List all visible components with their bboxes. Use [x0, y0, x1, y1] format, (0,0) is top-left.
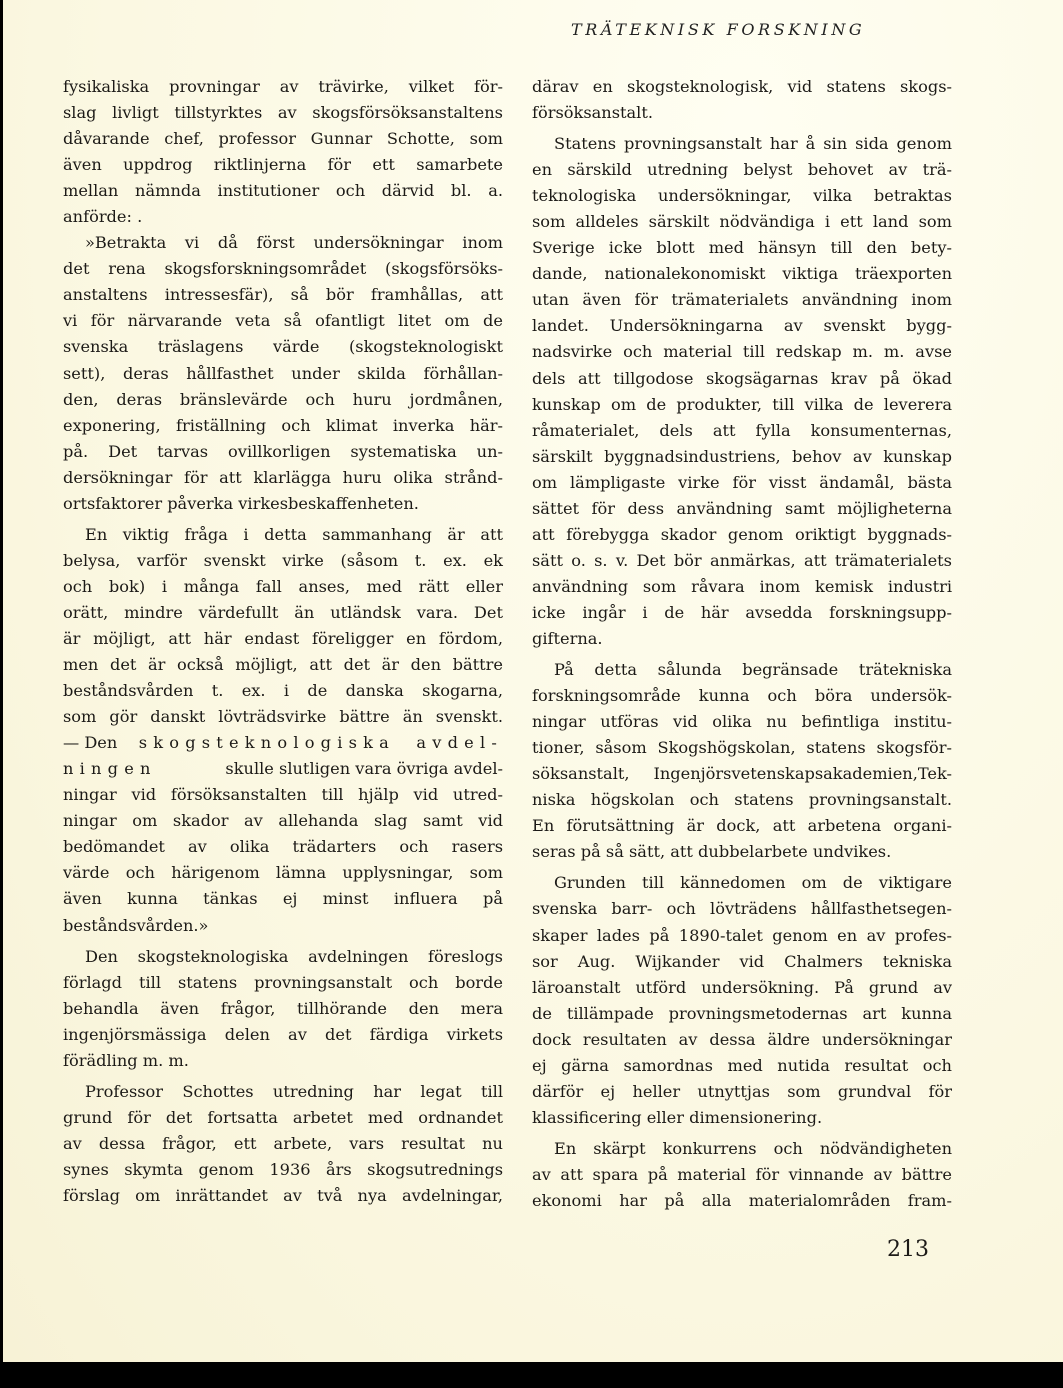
- text-line: men det är också möjligt, att det är den bättre: [63, 655, 503, 675]
- text-line: av att spara på material för vinnande av bättre: [532, 1164, 952, 1184]
- text-line: att förebygga skador genom oriktigt byggnads-: [532, 524, 952, 544]
- text-line: dock resultaten av dessa äldre undersökningar: [532, 1029, 952, 1049]
- text-line: mellan nämnda institutioner och därvid bl. a.: [63, 181, 503, 201]
- spaced-emphasis: avdel-: [416, 733, 503, 753]
- book-page: [3, 0, 1063, 1362]
- text-line: seras på så sätt, att dubbelarbete undvikes.: [532, 842, 892, 862]
- text-fragment: — Den: [63, 733, 118, 753]
- text-line: orätt, mindre värdefullt än utländsk vara. Det: [63, 602, 503, 622]
- text-line: av dessa frågor, ett arbete, vars resultat nu: [63, 1133, 503, 1153]
- text-line: särskilt byggnadsindustriens, behov av kunskap: [532, 446, 952, 466]
- left-column: [63, 74, 503, 1209]
- text-line: läroanstalt utförd undersökning. På grund av: [532, 977, 952, 997]
- text-line: om lämpligaste virke för visst ändamål, bästa: [532, 472, 952, 492]
- text-line: fysikaliska provningar av trävirke, vilket för-: [63, 77, 503, 96]
- text-line: är möjligt, att här endast föreligger en fördom,: [63, 628, 503, 648]
- text-line: försöksanstalt.: [532, 103, 654, 123]
- text-line: [63, 756, 503, 782]
- text-line: förslag om inrättandet av två nya avdelningar,: [63, 1185, 503, 1205]
- running-head: TRÄTEKNISK FORSKNING: [571, 20, 866, 39]
- text-line: svenska barr- och lövträdens hållfasthetsegen-: [532, 899, 952, 919]
- text-line: nadsvirke och material till redskap m. m. avse: [532, 342, 952, 362]
- page-number: 213: [887, 1237, 929, 1262]
- text-line: [63, 730, 503, 756]
- text-line: landet. Undersökningarna av svenskt bygg-: [532, 316, 952, 336]
- text-line: Statens provningsanstalt har å sin sida genom: [554, 134, 952, 154]
- text-line: niska högskolan och statens provningsanstalt.: [532, 790, 952, 810]
- text-line: slag livligt tillstyrktes av skogsförsöksanstaltens: [63, 103, 503, 123]
- text-line: det rena skogsforskningsområdet (skogsförsöks-: [63, 259, 503, 279]
- spaced-emphasis: skogsteknologiska: [138, 733, 395, 753]
- text-line: även uppdrog riktlinjerna för ett samarbete: [63, 155, 503, 175]
- text-line: anstaltens intressesfär), så bör framhållas, att: [63, 285, 503, 305]
- text-line: forskningsområde kunna och böra undersök-: [532, 686, 952, 706]
- text-line: teknologiska undersökningar, vilka betraktas: [532, 186, 952, 206]
- text-line: Grunden till kännedomen om de viktigare: [554, 873, 952, 893]
- text-line: En skärpt konkurrens och nödvändigheten: [554, 1138, 952, 1158]
- text-line: På detta sålunda begränsade trätekniska: [554, 660, 952, 680]
- text-line: behandla även frågor, tillhörande den mera: [63, 998, 503, 1018]
- text-line: sättet för dess användning samt möjligheterna: [532, 498, 952, 518]
- text-line: ningar utföras vid olika nu befintliga institu-: [532, 712, 952, 732]
- text-line: dersökningar för att klarlägga huru olika strånd-: [63, 467, 503, 487]
- text-line: sor Aug. Wijkander vid Chalmers tekniska: [532, 951, 952, 971]
- text-line: därför ej heller utnyttjas som grundval för: [532, 1081, 952, 1101]
- text-line: en särskild utredning belyst behovet av trä-: [532, 160, 952, 180]
- text-line: de tillämpade provningsmetodernas art kunna: [532, 1003, 952, 1023]
- text-line: som alldeles särskilt nödvändiga i ett land som: [532, 212, 952, 232]
- text-line: En viktig fråga i detta sammanhang är att: [85, 524, 503, 544]
- text-line: beståndsvården t. ex. i de danska skogarna,: [63, 681, 503, 701]
- text-line: den, deras bränslevärde och huru jordmånen,: [63, 389, 503, 409]
- text-line: En förutsättning är dock, att arbetena organi-: [532, 816, 952, 836]
- right-column: [532, 74, 952, 1214]
- text-line: ej gärna samordnas med nutida resultat och: [532, 1055, 952, 1075]
- text-line: även kunna tänkas ej minst influera på: [63, 889, 503, 909]
- text-line: som gör danskt lövträdsvirke bättre än svenskt.: [63, 707, 503, 727]
- text-line: synes skymta genom 1936 års skogsutrednings: [63, 1159, 503, 1179]
- text-line: förädling m. m.: [63, 1050, 189, 1070]
- text-line: bedömandet av olika trädarters och rasers: [63, 837, 503, 857]
- text-line: söksanstalt, Ingenjörsvetenskapsakademien,Tek-: [532, 764, 952, 784]
- text-line: ingenjörsmässiga delen av det färdiga virkets: [63, 1024, 503, 1044]
- text-line: »Betrakta vi då först undersökningar inom: [85, 233, 503, 253]
- text-line: dande, nationalekonomiskt viktiga träexporten: [532, 264, 952, 284]
- text-line: förlagd till statens provningsanstalt och borde: [63, 972, 503, 992]
- text-line: svenska träslagens värde (skogsteknologiskt: [63, 337, 503, 357]
- text-line: Professor Schottes utredning har legat till: [85, 1081, 503, 1101]
- text-line: sett), deras hållfasthet under skilda förhållan-: [63, 363, 503, 383]
- text-line: klassificering eller dimensionering.: [532, 1107, 823, 1127]
- text-line: belysa, varför svenskt virke (såsom t. ex. ek: [63, 550, 503, 570]
- text-line: ekonomi har på alla materialområden fram-: [532, 1190, 952, 1210]
- text-line: beståndsvården.»: [63, 915, 209, 935]
- text-line: värde och härigenom lämna upplysningar, som: [63, 863, 503, 883]
- text-line: på. Det tarvas ovillkorligen systematiska un-: [63, 441, 503, 461]
- spaced-emphasis: ningen: [63, 759, 157, 779]
- text-fragment: skulle slutligen vara övriga avdel-: [225, 759, 503, 779]
- text-line: grund för det fortsatta arbetet med ordnandet: [63, 1107, 503, 1127]
- text-line: exponering, friställning och klimat inverka här-: [63, 415, 503, 435]
- text-line: Sverige icke blott med hänsyn till den bety-: [532, 238, 952, 258]
- text-line: sätt o. s. v. Det bör anmärkas, att trämaterialets: [532, 550, 952, 570]
- text-line: dåvarande chef, professor Gunnar Schotte, som: [63, 129, 503, 149]
- text-line: ningar om skador av allehanda slag samt vid: [63, 811, 503, 831]
- text-line: och bok) i många fall anses, med rätt eller: [63, 576, 503, 596]
- text-line: användning som råvara inom kemisk industri: [532, 576, 952, 596]
- text-line: därav en skogsteknologisk, vid statens skogs-: [532, 77, 952, 96]
- text-line: ortsfaktorer påverka virkesbeskaffenheten.: [63, 493, 419, 513]
- text-line: kunskap om de produkter, till vilka de leverera: [532, 394, 952, 414]
- text-line: utan även för trämaterialets användning inom: [532, 290, 952, 310]
- text-line: vi för närvarande veta så ofantligt litet om de: [63, 311, 503, 331]
- text-line: råmaterialet, dels att fylla konsumenternas,: [532, 420, 952, 440]
- text-line: anförde: .: [63, 207, 143, 227]
- text-line: Den skogsteknologiska avdelningen föreslogs: [85, 946, 503, 966]
- text-line: icke ingår i de här avsedda forskningsupp-: [532, 602, 952, 622]
- text-line: tioner, såsom Skogshögskolan, statens skogsför-: [532, 738, 952, 758]
- text-line: gifterna.: [532, 628, 603, 648]
- text-line: ningar vid försöksanstalten till hjälp vid utred-: [63, 785, 503, 805]
- text-line: dels att tillgodose skogsägarnas krav på ökad: [532, 368, 952, 388]
- text-line: skaper lades på 1890-talet genom en av profes-: [532, 925, 952, 945]
